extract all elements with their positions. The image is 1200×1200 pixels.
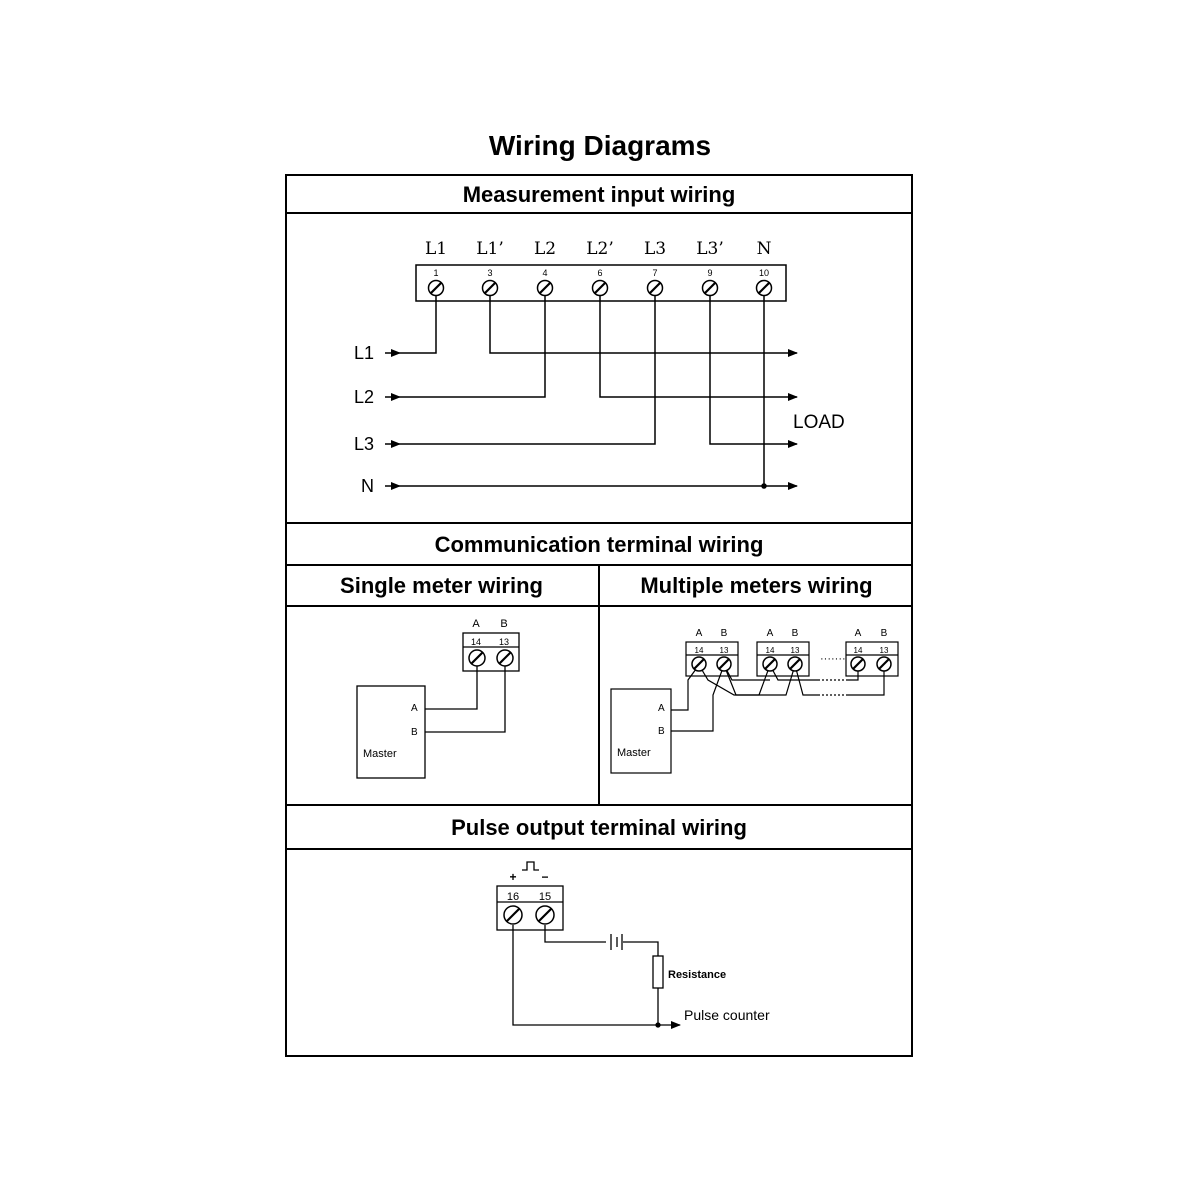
terminal-label: L2 [533,239,557,259]
terminal-screw-icon [536,906,554,924]
master-label: Master [363,748,397,760]
page-title: Wiring Diagrams [488,130,712,161]
terminal-number: 6 [597,268,603,278]
terminal-screw-icon [717,657,731,671]
master-pin-a: A [658,703,665,714]
terminal-letter: A [766,628,774,639]
terminal-label: L3’ [696,239,724,259]
terminal-label: L1’ [476,239,504,259]
terminal-screw-icon [469,650,485,666]
terminal-number: 3 [487,268,493,278]
load-label: LOAD [793,412,845,433]
master-label: Master [617,747,651,759]
line-label: L3 [353,434,374,454]
terminal-screw-icon [788,657,802,671]
resistance-label: Resistance [668,969,727,981]
terminal-number: 7 [652,268,658,278]
line-label: N [361,476,374,496]
terminal-number: 13 [498,637,510,647]
terminal-number: 15 [538,891,552,903]
terminal-number: 13 [879,646,889,655]
terminal-letter: B [880,628,888,639]
polarity-minus: − [541,870,549,884]
terminal-number: 13 [790,646,800,655]
line-label: L1 [353,343,374,363]
terminal-number: 13 [719,646,729,655]
terminal-screw-icon [483,281,498,296]
terminal-number: 10 [758,268,770,278]
line-label: L2 [353,387,374,407]
terminal-label: N [756,239,772,259]
pulse-header: Pulse output terminal wiring [451,815,747,840]
terminal-letter: B [720,628,728,639]
terminal-number: 14 [470,637,482,647]
terminal-number: 4 [542,268,548,278]
master-pin-b: B [411,727,418,738]
terminal-screw-icon [648,281,663,296]
terminal-label: L1 [424,239,448,259]
master-pin-a: A [411,703,418,714]
terminal-screw-icon [877,657,891,671]
measurement-diagram [385,265,797,488]
communication-header: Communication terminal wiring [434,532,764,557]
terminal-number: 14 [765,646,775,655]
terminal-letter-b: B [500,618,508,630]
terminal-label: L3 [643,239,667,259]
single-meter-header: Single meter wiring [340,573,543,598]
master-pin-b: B [658,726,665,737]
terminal-screw-icon [851,657,865,671]
ellipsis: ······· [820,653,846,665]
terminal-screw-icon [763,657,777,671]
terminal-screw-icon [497,650,513,666]
terminal-number: 9 [707,268,713,278]
polarity-plus: + [509,870,517,884]
measurement-header: Measurement input wiring [462,182,736,207]
terminal-screw-icon [504,906,522,924]
terminal-number: 14 [694,646,704,655]
terminal-screw-icon [429,281,444,296]
terminal-screw-icon [757,281,772,296]
terminal-letter: A [695,628,703,639]
terminal-screw-icon [593,281,608,296]
pulse-symbol [522,862,539,870]
terminal-number: 14 [853,646,863,655]
terminal-screw-icon [692,657,706,671]
terminal-screw-icon [538,281,553,296]
terminal-letter: A [854,628,862,639]
terminal-number: 16 [506,891,520,903]
terminal-screw-icon [703,281,718,296]
multiple-meters-header: Multiple meters wiring [640,573,873,598]
terminal-number: 1 [433,268,439,278]
terminal-letter: B [791,628,799,639]
pulse-diagram [497,862,680,1027]
terminal-label: L2’ [586,239,614,259]
terminal-letter-a: A [472,618,480,630]
pulse-counter-label: Pulse counter [684,1007,770,1023]
resistor-icon [653,956,663,988]
